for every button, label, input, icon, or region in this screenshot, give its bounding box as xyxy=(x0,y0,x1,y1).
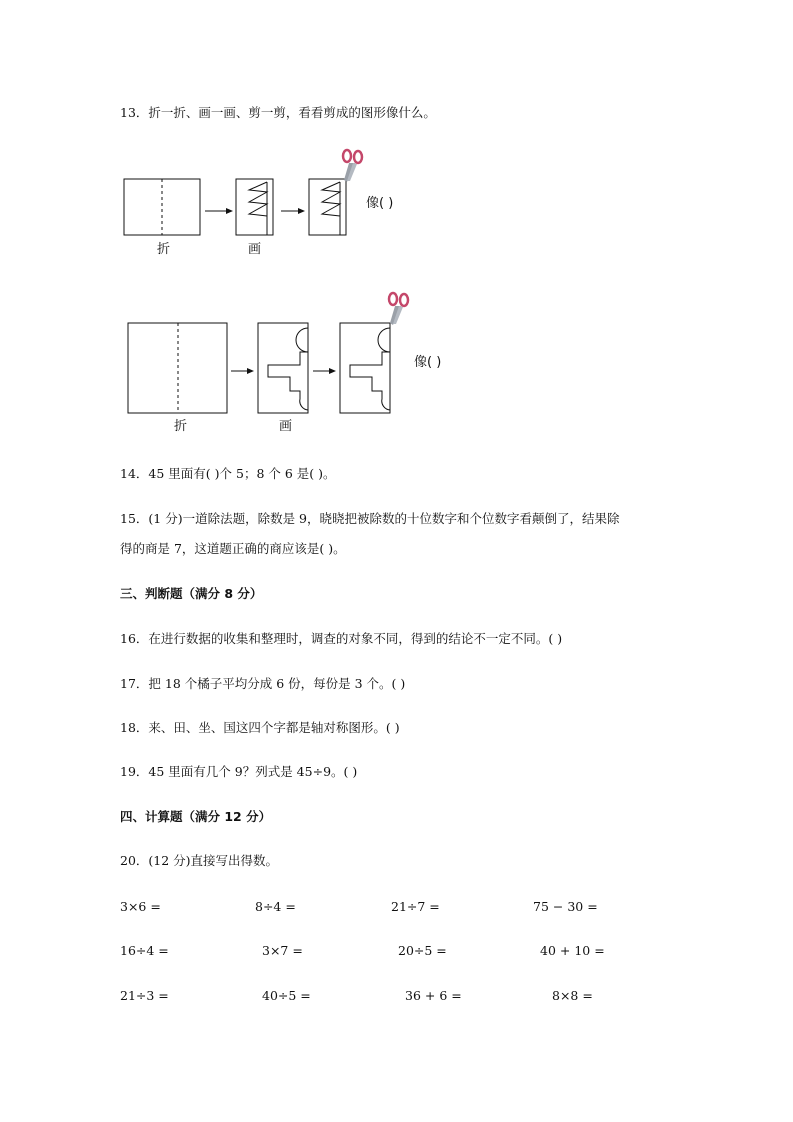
calc-item: 16÷4 = xyxy=(120,943,169,958)
question-15-line-1: 15．(1 分)一道除法题，除数是 9，晓晓把被除数的十位数字和个位数字看颠倒了，结果除 xyxy=(120,511,620,526)
fig2-arrow-1-head xyxy=(247,368,254,374)
fig1-fold-label: 折 xyxy=(157,242,171,257)
calc-item: 3×6 = xyxy=(120,899,161,914)
calc-item: 8×8 = xyxy=(552,988,593,1003)
scissors-icon xyxy=(389,293,408,325)
question-15-line-2: 得的商是 7，这道题正确的商应该是( )。 xyxy=(120,541,346,556)
question-16: 16．在进行数据的收集和整理时，调查的对象不同，得到的结论不一定不同。( ) xyxy=(120,631,563,646)
calc-item: 21÷3 = xyxy=(120,988,169,1003)
fig2-figure-outline xyxy=(268,328,308,410)
fig2-drawn-paper xyxy=(258,323,308,413)
fig1-draw-label: 画 xyxy=(248,242,262,257)
question-20: 20．(12 分)直接写出得数。 xyxy=(120,853,279,868)
section-calc-heading: 四、计算题（满分 12 分） xyxy=(120,809,272,824)
fig2-answer-label: 像( ) xyxy=(414,355,442,370)
calc-item: 40÷5 = xyxy=(262,988,311,1003)
fig1-answer-label: 像( ) xyxy=(366,196,394,211)
question-18: 18．来、田、坐、国这四个字都是轴对称图形。( ) xyxy=(120,720,400,735)
fig2-arrow-2-head xyxy=(329,368,336,374)
calc-item: 36 + 6 = xyxy=(405,988,462,1003)
fig2-cut-paper xyxy=(340,323,390,413)
calc-item: 20÷5 = xyxy=(398,943,447,958)
fig2-cut-outline xyxy=(350,328,390,410)
question-13: 13．折一折、画一画、剪一剪，看看剪成的图形像什么。 xyxy=(120,105,436,120)
calc-item: 40 + 10 = xyxy=(540,943,605,958)
fig2-fold-label: 折 xyxy=(174,419,188,434)
question-14: 14．45 里面有( )个 5；8 个 6 是( )。 xyxy=(120,466,336,481)
calc-item: 8÷4 = xyxy=(255,899,296,914)
question-19: 19．45 里面有几个 9？列式是 45÷9。( ) xyxy=(120,764,358,779)
calc-item: 75 − 30 = xyxy=(533,899,598,914)
question-17: 17．把 18 个橘子平均分成 6 份，每份是 3 个。( ) xyxy=(120,676,406,691)
section-judge-heading: 三、判断题（满分 8 分） xyxy=(120,586,263,601)
calc-item: 3×7 = xyxy=(262,943,303,958)
fig2-draw-label: 画 xyxy=(279,419,293,434)
calc-item: 21÷7 = xyxy=(391,899,440,914)
